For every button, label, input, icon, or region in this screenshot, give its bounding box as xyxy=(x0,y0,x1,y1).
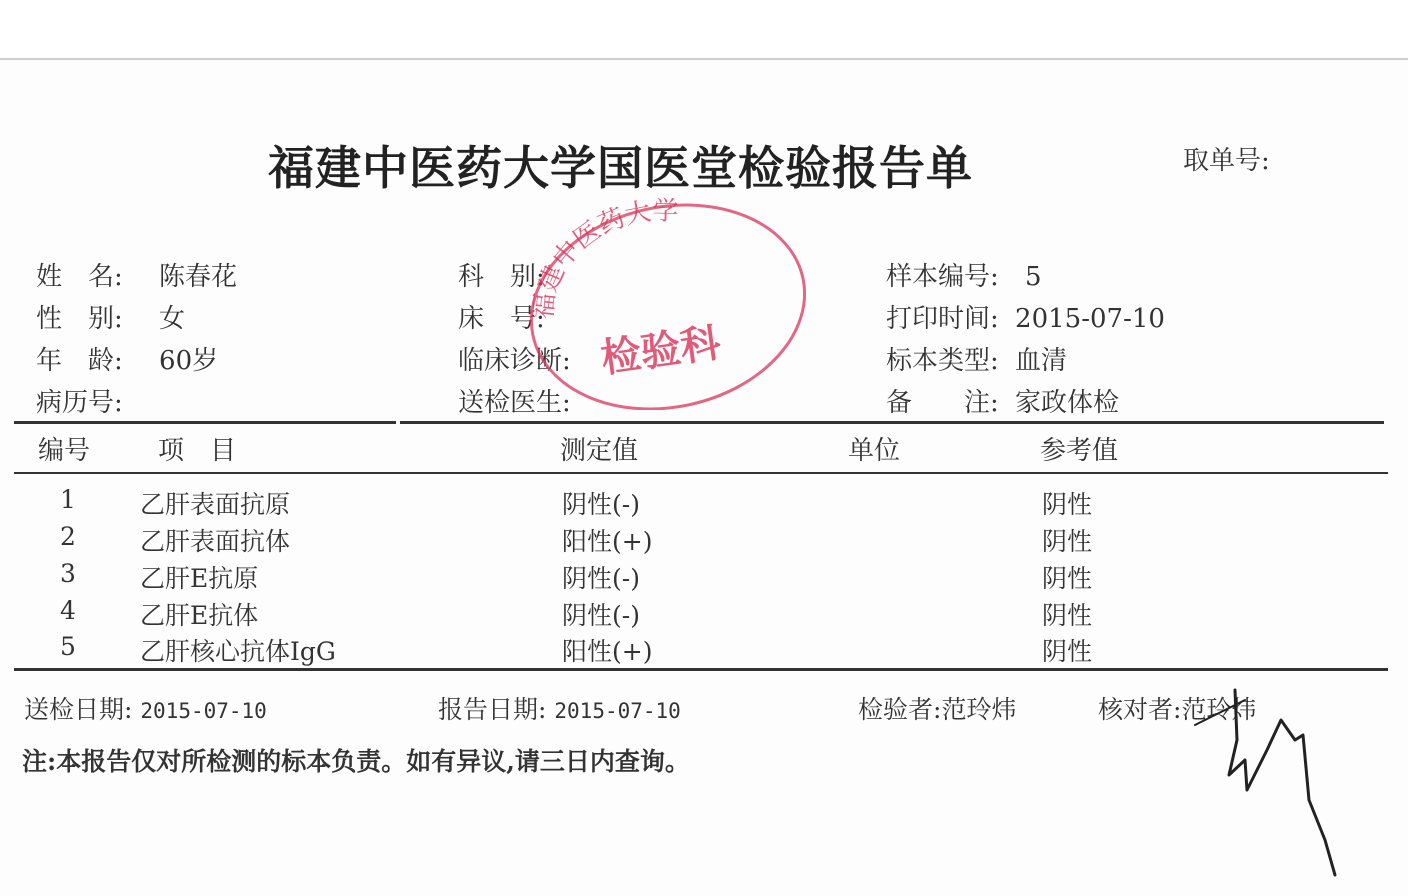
sample-no: 5 xyxy=(1025,262,1042,292)
patient-gender-row xyxy=(36,298,185,335)
remark-row xyxy=(886,382,1119,419)
row-no: 1 xyxy=(60,485,76,514)
row-reference: 阴性 xyxy=(1042,490,1093,519)
row-value: 阴性(-) xyxy=(562,601,640,630)
tester-row xyxy=(858,690,1016,726)
fetch-number-label: 取单号: xyxy=(1183,146,1270,176)
submit-date-label: 送检日期: xyxy=(24,695,133,724)
red-seal-stamp xyxy=(518,195,808,410)
dept-label: 科 别: xyxy=(458,262,545,292)
patient-name-label: 姓 名: xyxy=(36,262,123,292)
row-no: 3 xyxy=(60,559,76,588)
row-reference: 阴性 xyxy=(1042,564,1093,593)
sample-no-label: 样本编号: xyxy=(886,262,999,292)
row-value: 阳性(+) xyxy=(562,637,653,666)
table-top-rule-left xyxy=(14,421,396,424)
bed-label: 床 号: xyxy=(458,304,545,334)
patient-age-label: 年 龄: xyxy=(36,346,123,376)
disclaimer-note: 注:本报告仅对所检测的标本负责。如有异议,请三日内查询。 xyxy=(22,747,690,776)
tester-name: 范玲炜 xyxy=(941,695,1017,724)
col-header-item: 项 目 xyxy=(158,436,237,466)
sample-no-row xyxy=(886,256,1042,293)
handwritten-signature xyxy=(1185,680,1360,880)
doctor-label: 送检医生: xyxy=(458,388,571,418)
print-time-label: 打印时间: xyxy=(886,304,999,334)
report-title: 福建中医药大学国医堂检验报告单 xyxy=(268,141,973,195)
tester-label: 检验者: xyxy=(858,695,942,724)
table-header-rule xyxy=(14,472,1388,474)
table-top-rule-right xyxy=(400,421,1384,424)
row-item: 乙肝表面抗原 xyxy=(140,490,291,519)
row-item: 乙肝E抗原 xyxy=(140,564,259,593)
checker-label: 核对者: xyxy=(1098,695,1182,724)
table-bottom-rule xyxy=(14,668,1388,671)
row-reference: 阴性 xyxy=(1042,601,1093,630)
col-header-value: 测定值 xyxy=(560,436,639,466)
print-time-row xyxy=(886,298,1165,335)
report-date-row xyxy=(438,690,681,726)
col-header-unit: 单位 xyxy=(848,436,901,466)
col-header-no: 编号 xyxy=(38,436,91,466)
remark-label: 备 注: xyxy=(886,388,999,418)
patient-age-row xyxy=(36,340,218,377)
row-reference: 阴性 xyxy=(1042,637,1093,666)
print-time: 2015-07-10 xyxy=(1015,304,1165,334)
submit-date: 2015-07-10 xyxy=(140,699,267,723)
patient-gender-label: 性 别: xyxy=(36,304,123,334)
patient-name-row xyxy=(36,256,237,293)
row-no: 4 xyxy=(60,596,76,625)
remark-value: 家政体检 xyxy=(1015,388,1120,418)
patient-age: 60岁 xyxy=(159,346,219,376)
row-value: 阳性(+) xyxy=(562,527,653,556)
row-item: 乙肝E抗体 xyxy=(140,601,259,630)
col-header-reference: 参考值 xyxy=(1040,436,1119,466)
row-item: 乙肝表面抗体 xyxy=(140,527,291,556)
checker-name: 范玲炜 xyxy=(1181,695,1257,724)
row-reference: 阴性 xyxy=(1042,527,1093,556)
sample-type-label: 标本类型: xyxy=(886,346,999,376)
stamp-arc-text: 福建中医药大学 xyxy=(528,196,679,321)
report-date: 2015-07-10 xyxy=(554,699,681,723)
row-value: 阴性(-) xyxy=(562,490,640,519)
patient-gender: 女 xyxy=(159,304,186,334)
submit-date-row xyxy=(24,690,267,726)
diagnosis-label: 临床诊断: xyxy=(458,346,571,376)
patient-name: 陈春花 xyxy=(159,262,238,292)
row-no: 5 xyxy=(60,632,76,661)
report-date-label: 报告日期: xyxy=(438,695,547,724)
row-no: 2 xyxy=(60,522,76,551)
paper-top-edge xyxy=(0,0,1408,60)
patient-record-label: 病历号: xyxy=(36,388,123,418)
stamp-center-text: 检验科 xyxy=(598,318,724,383)
row-item: 乙肝核心抗体IgG xyxy=(140,637,336,666)
sample-type: 血清 xyxy=(1015,346,1068,376)
row-value: 阴性(-) xyxy=(562,564,640,593)
patient-record-row xyxy=(36,382,131,419)
sample-type-row xyxy=(886,340,1067,377)
